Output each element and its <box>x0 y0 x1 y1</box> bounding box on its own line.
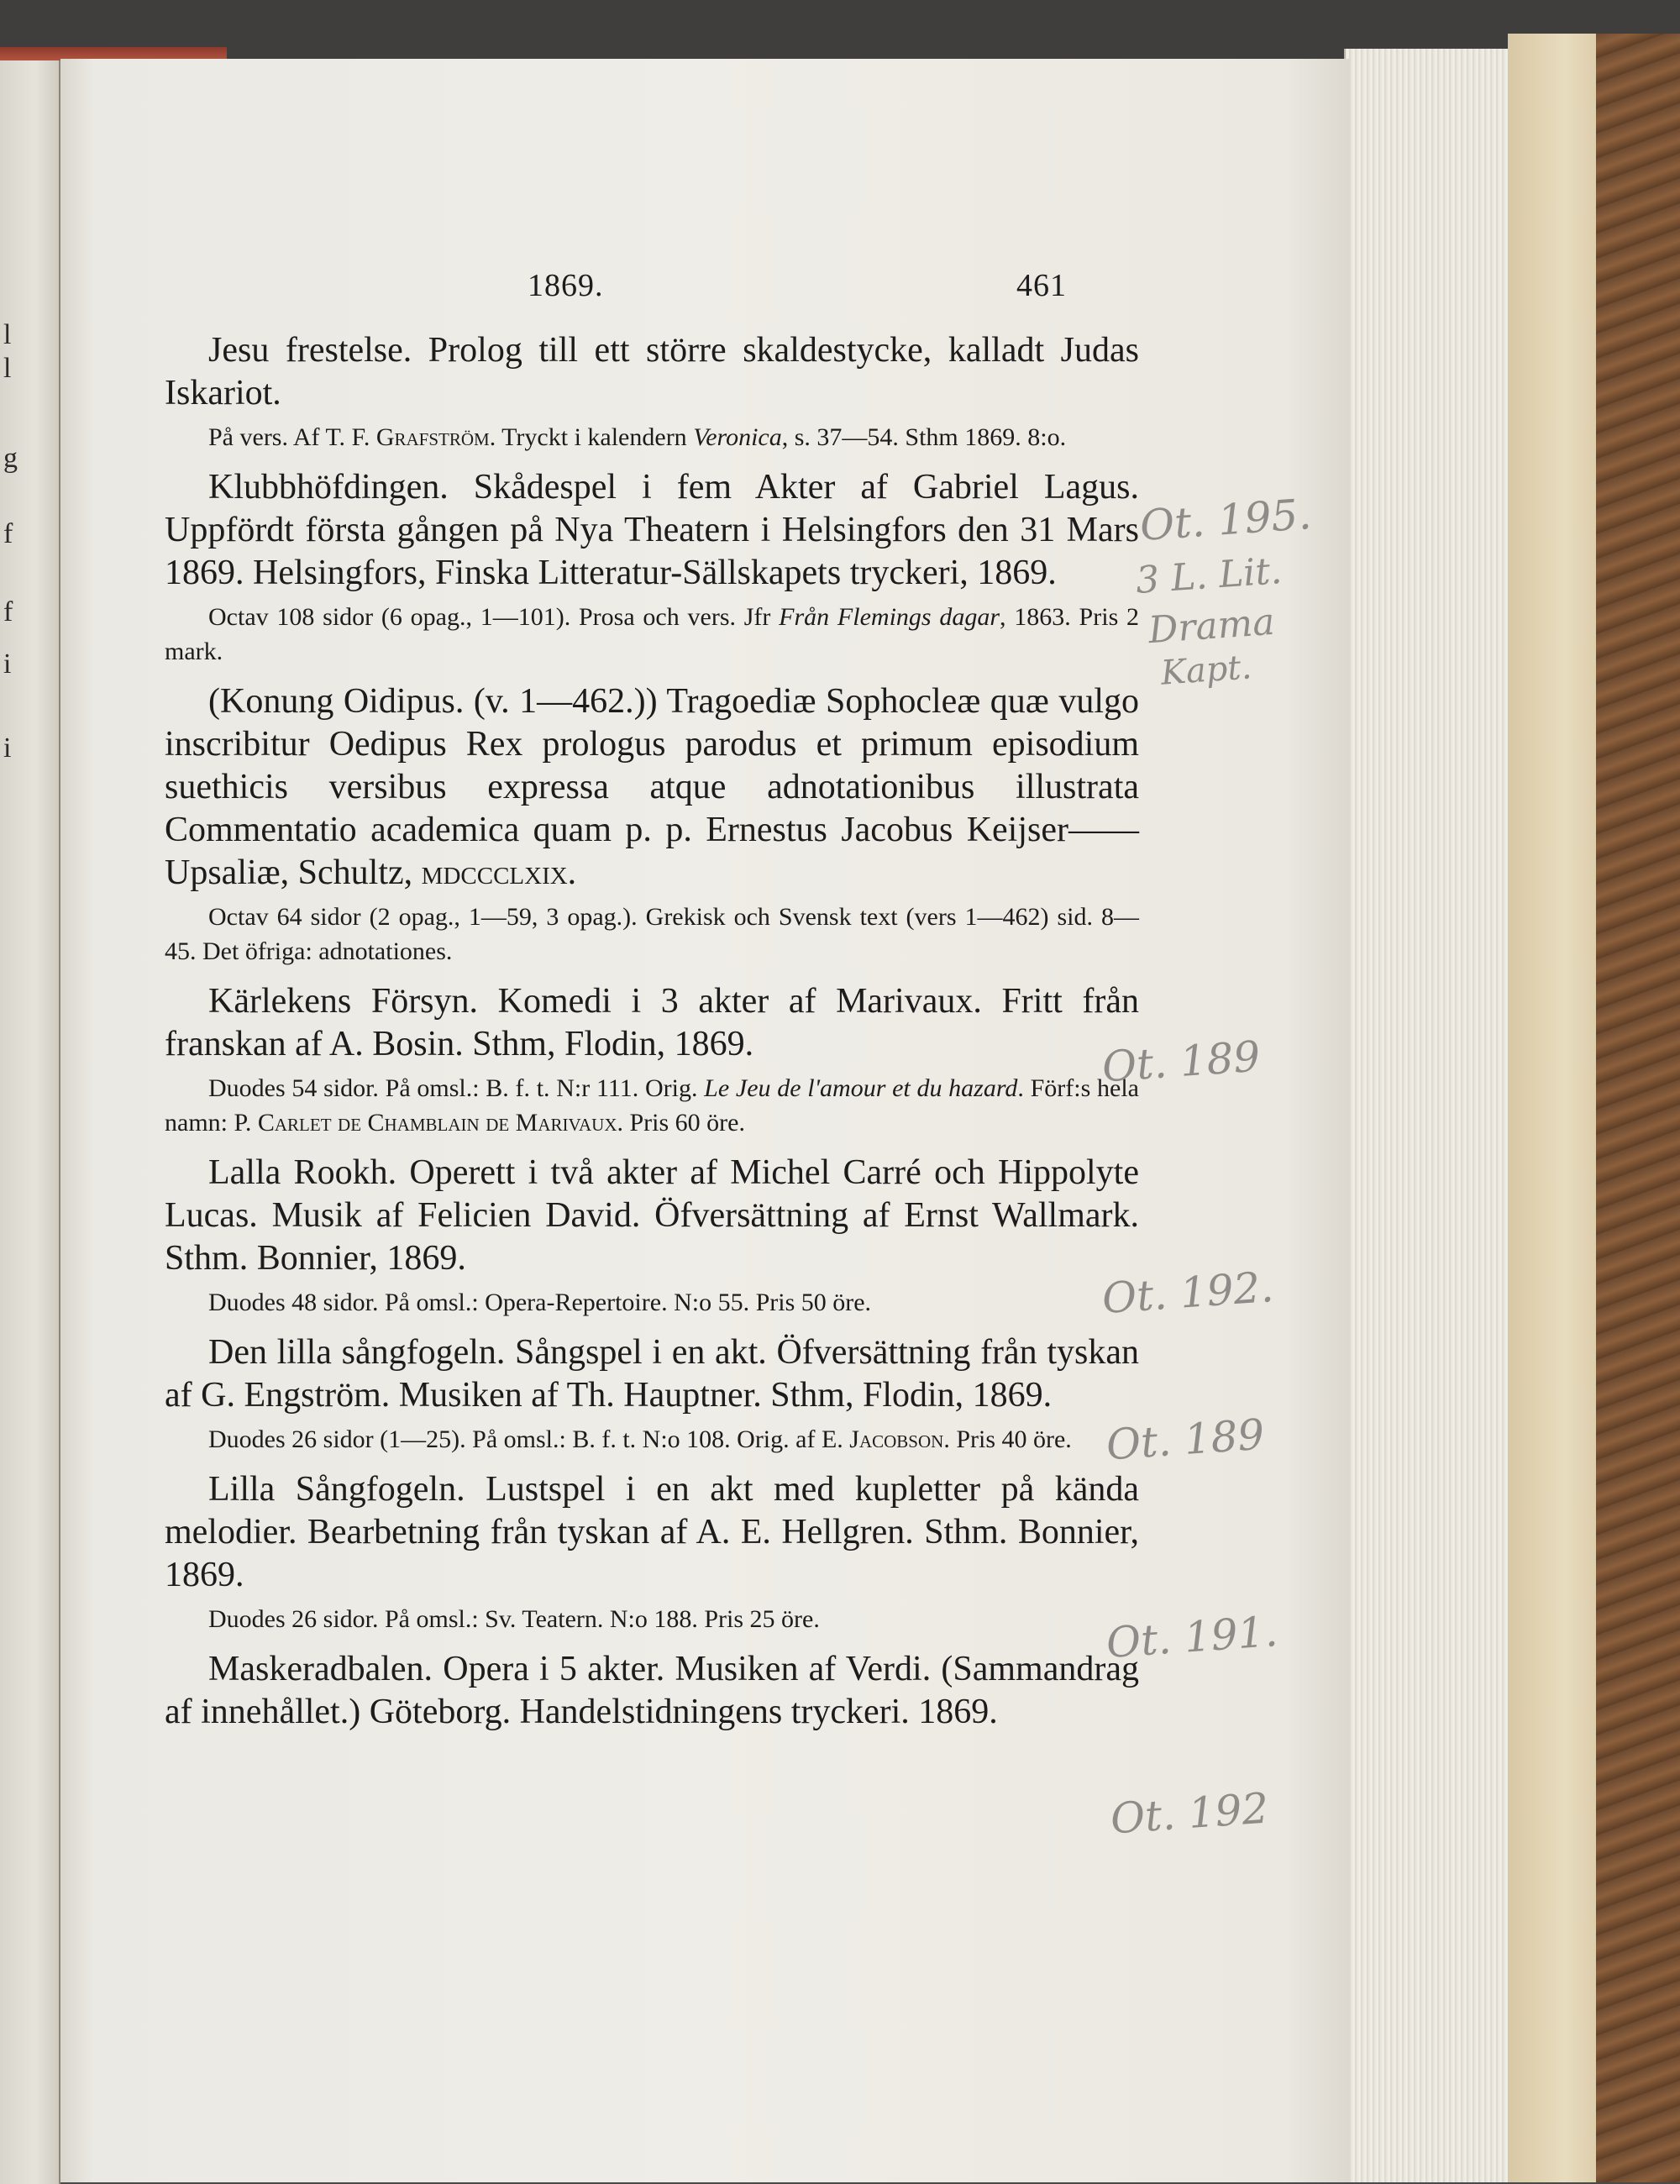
entry-note-part: Duodes 48 sidor. På omsl.: Opera-Repertoire. N:o 55. Pris 50 öre. <box>208 1289 872 1316</box>
entry-note <box>165 900 1139 969</box>
entry-note-part: . Tryckt i kalendern <box>489 423 694 451</box>
left-page-fragment: g <box>3 443 18 474</box>
entry-note-part: Duodes 26 sidor (1—25). På omsl.: B. f. t. N:o 108. Orig. af E. <box>208 1425 850 1453</box>
pencil-note: Ot. 195. <box>1138 489 1313 551</box>
pencil-note: Ot. 189 <box>1105 1410 1267 1470</box>
entry-title-part: mdccclxix <box>421 853 568 892</box>
pencil-note: Ot. 192. <box>1100 1262 1275 1324</box>
entry-note-part: Grafström <box>375 423 490 451</box>
pencil-note: Ot. 191. <box>1105 1606 1279 1668</box>
entry-title: Lilla Sångfogeln. Lustspel i en akt med kupletter på kända melodier. Bearbetning från tyskan af A. E. Hellgren. Sthm. Bonnier, 1869. <box>165 1470 1139 1594</box>
entry-note-part: . Förf:s hela namn: P. <box>165 1074 1139 1137</box>
entry-title-part: . <box>567 853 577 892</box>
entry-title: Maskeradbalen. Opera i 5 akter. Musiken af Verdi. (Sammandrag af innehållet.) Göteborg. Handelstidningens tryckeri. 1869. <box>165 1650 1139 1731</box>
entry-note-part: Jacobson <box>849 1425 944 1453</box>
entry-title: Lalla Rookh. Operett i två akter af Michel Carré och Hippolyte Lucas. Musik af Felicien David. Öfversättning af Ernst Wallmark. Sthm. Bonnier, 1869. <box>165 1153 1139 1278</box>
left-page-fragment: f <box>3 518 13 549</box>
entry-note <box>165 600 1139 669</box>
left-facing-page <box>0 60 60 2184</box>
bibliography-entry <box>165 1152 1139 1320</box>
entry-note-part: På vers. Af T. F. <box>208 423 376 451</box>
left-page-fragment: l <box>3 319 12 350</box>
entry-note <box>165 420 1139 454</box>
left-page-fragment: f <box>3 596 13 627</box>
entry-note-part: . Pris 40 öre. <box>943 1425 1072 1453</box>
bibliography-entries <box>165 329 1139 1734</box>
entry-note <box>165 1602 1139 1636</box>
pencil-note: Kapt. <box>1159 648 1253 693</box>
running-header-year: 1869. <box>528 268 604 303</box>
entry-note-part: Veronica <box>693 423 782 451</box>
bibliography-entry <box>165 1648 1139 1734</box>
entry-note-part: , s. 37—54. Sthm 1869. 8:o. <box>781 423 1067 451</box>
bibliography-entry <box>165 680 1139 969</box>
entry-note-part: Från Flemings dagar <box>779 603 1000 631</box>
book-page-edges <box>1344 49 1509 2182</box>
entry-note-part: Octav 108 sidor (6 opag., 1—101). Prosa och vers. Jfr <box>208 603 780 631</box>
entry-title: Kärlekens Försyn. Komedi i 3 akter af Marivaux. Fritt från franskan af A. Bosin. Sthm, Flodin, 1869. <box>165 982 1139 1063</box>
bibliography-entry <box>165 466 1139 669</box>
entry-note-part: Octav 64 sidor (2 opag., 1—59, 3 opag.). Grekisk och Svensk text (vers 1—462) sid. 8—45. Det öfriga: adnotationes. <box>165 903 1139 965</box>
entry-note-part: Duodes 54 sidor. På omsl.: B. f. t. N:r 111. Orig. <box>208 1074 705 1102</box>
entry-title: Jesu frestelse. Prolog till ett större skaldestycke, kalladt Judas Iskariot. <box>165 331 1139 412</box>
left-page-fragment: l <box>3 353 12 384</box>
entry-title-part: (Konung Oidipus. (v. 1—462.)) Tragoediæ Sophocleæ quæ vulgo inscribitur Oedipus Rex prologus parodus et primum episodium suethicis versibus expressa atque adnotationibus illustrata Commentatio academica quam p. p. Ernestus Jacobus Keijser—— Upsaliæ, Schultz, <box>165 682 1139 892</box>
pencil-note: Ot. 189 <box>1100 1032 1263 1092</box>
entry-note-part: Duodes 26 sidor. På omsl.: Sv. Teatern. N:o 188. Pris 25 öre. <box>208 1605 820 1633</box>
book-page <box>60 59 1350 2182</box>
entry-note-part: . Pris 60 öre. <box>617 1109 745 1137</box>
bibliography-entry <box>165 1468 1139 1636</box>
pencil-note: Drama <box>1147 600 1277 653</box>
entry-title <box>165 680 1139 895</box>
entry-note-part: Le Jeu de l'amour et du hazard <box>704 1074 1018 1102</box>
entry-note-part: , 1863. Pris 2 mark. <box>165 603 1140 665</box>
bibliography-entry <box>165 1331 1139 1457</box>
pencil-note: 3 L. Lit. <box>1134 549 1284 603</box>
pencil-note: Ot. 192 <box>1109 1783 1271 1844</box>
bibliography-entry <box>165 980 1139 1140</box>
page-number: 461 <box>1016 268 1067 303</box>
entry-title: Klubbhöfdingen. Skådespel i fem Akter af Gabriel Lagus. Uppfördt första gången på Nya Theatern i Helsingfors den 31 Mars 1869. Helsingfors, Finska Litteratur-Sällskapets tryckeri, 1869. <box>165 468 1139 592</box>
book-cover-leather <box>1596 34 1680 2182</box>
left-page-fragment: i <box>3 648 12 680</box>
left-page-fragment: i <box>3 732 12 764</box>
bibliography-entry <box>165 329 1139 454</box>
entry-note <box>165 1422 1139 1457</box>
entry-note <box>165 1285 1139 1320</box>
entry-note <box>165 1071 1139 1140</box>
entry-note-part: Carlet de Chamblain de Marivaux <box>257 1109 617 1137</box>
entry-title: Den lilla sångfogeln. Sångspel i en akt. Öfversättning från tyskan af G. Engström. Musiken af Th. Hauptner. Sthm, Flodin, 1869. <box>165 1333 1139 1415</box>
